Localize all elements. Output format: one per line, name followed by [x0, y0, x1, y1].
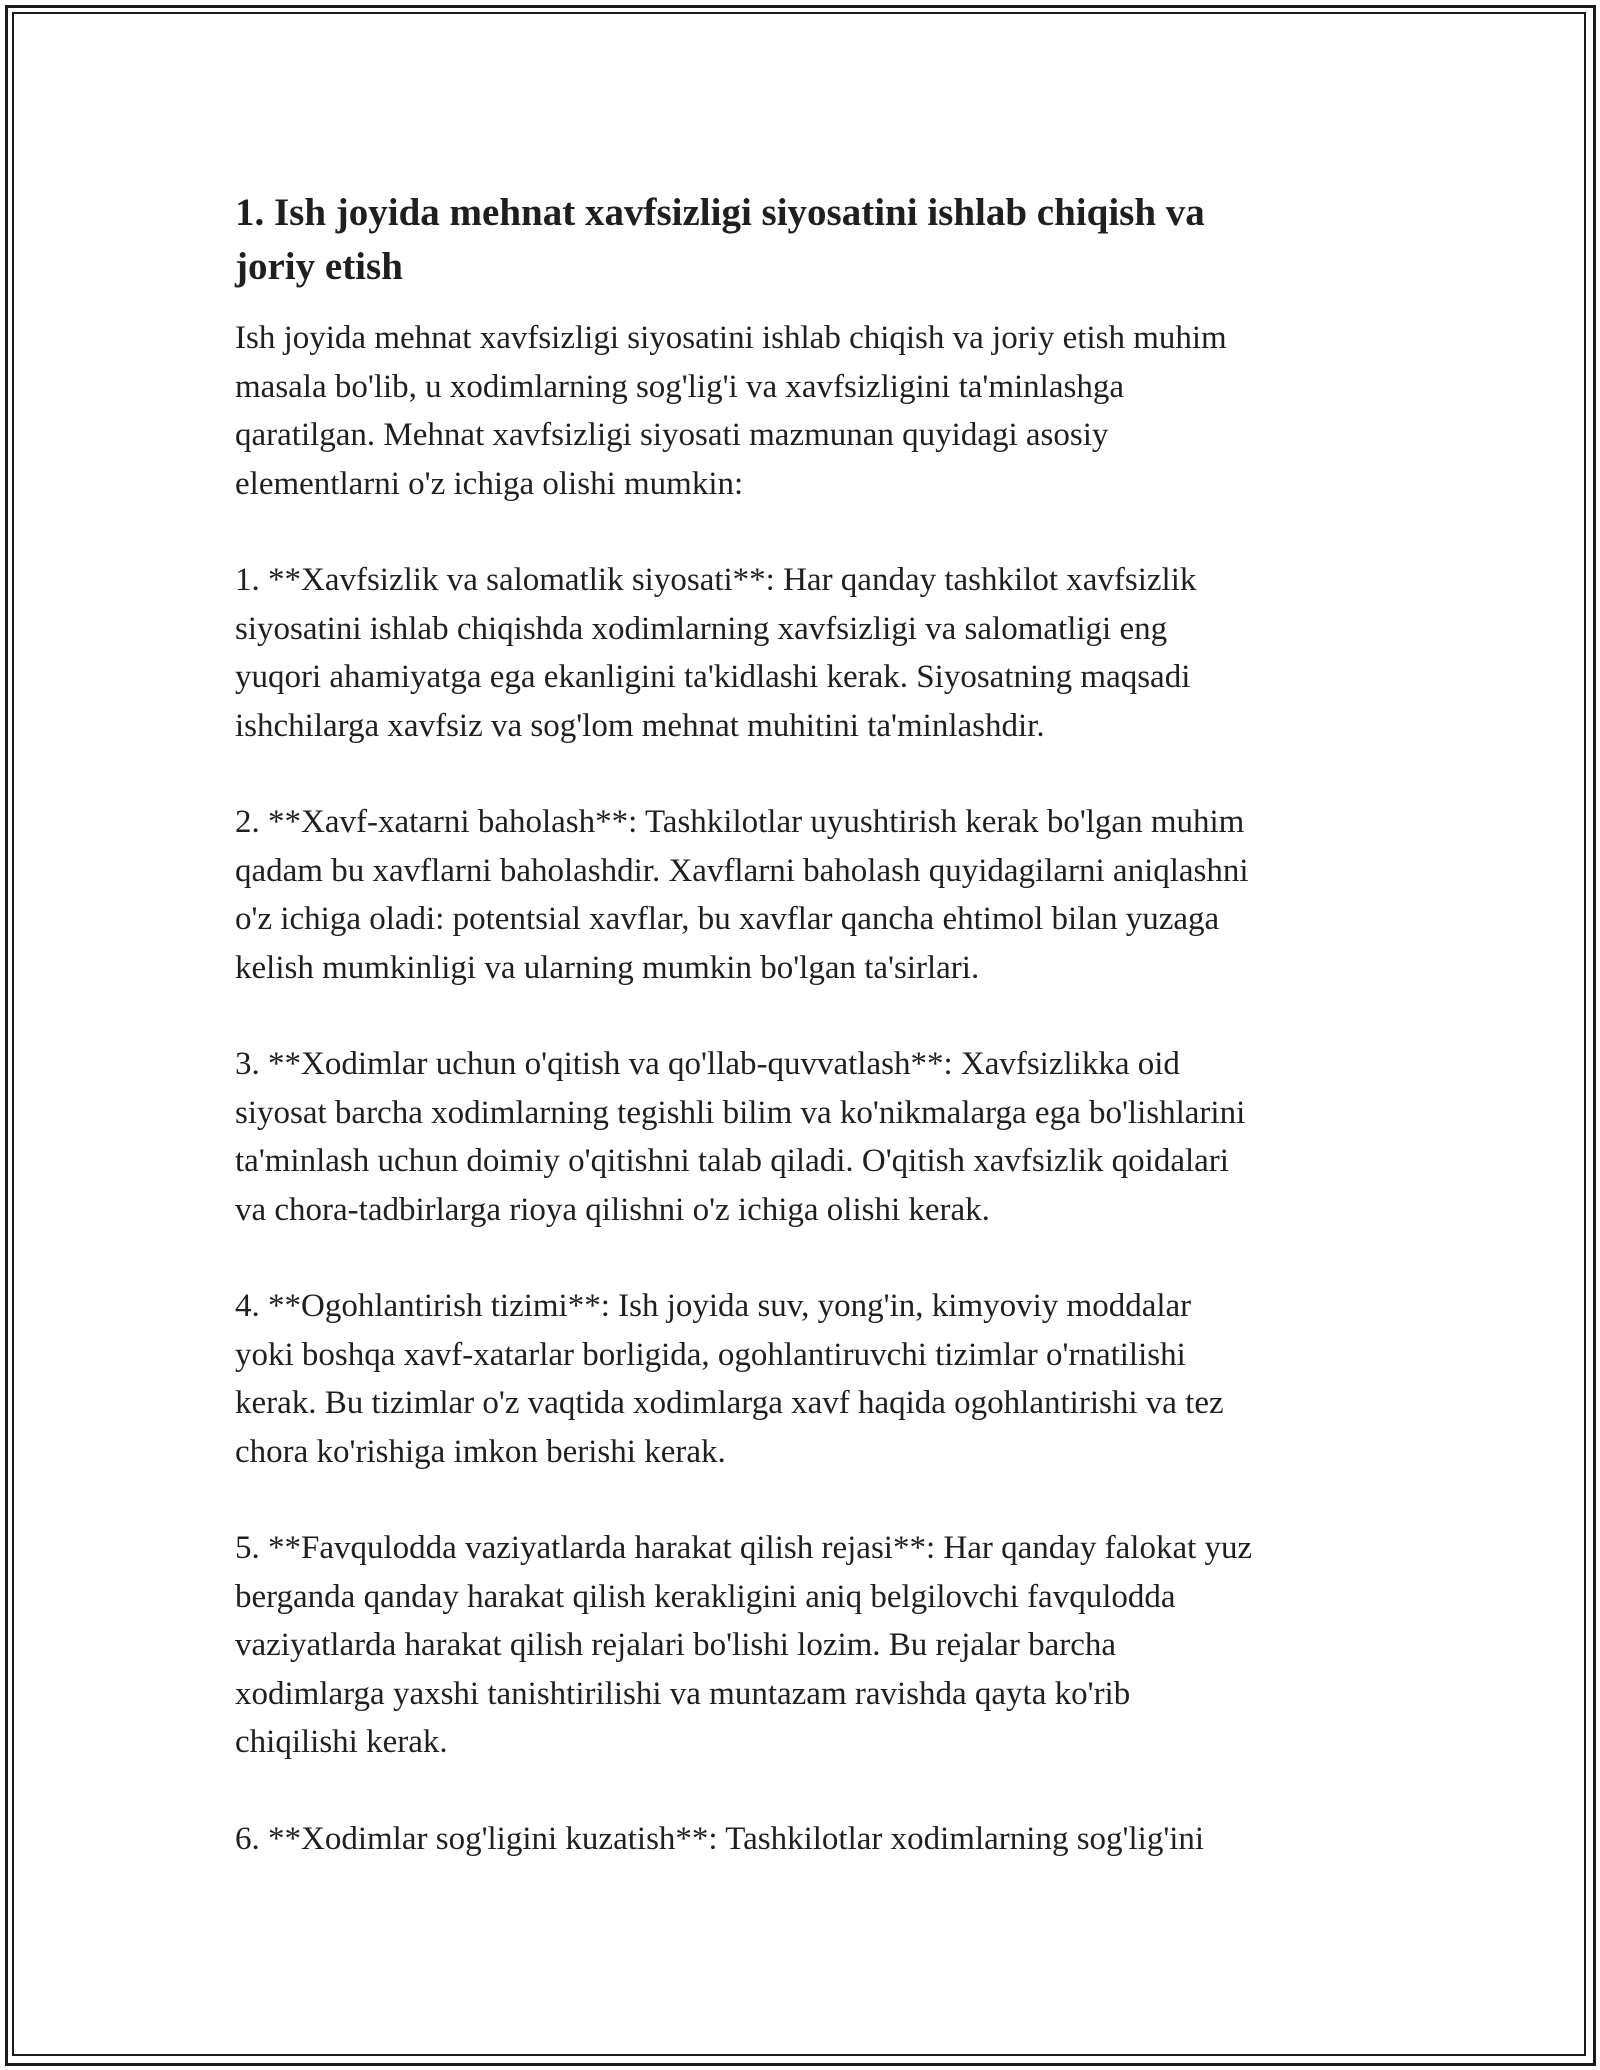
list-item-emergency-plan: 5. **Favqulodda vaziyatlarda harakat qilish rejasi**: Har qanday falokat yuz berganda qanday harakat qilish kerakligini aniq belgilovchi favqulodda vaziyatlarda harakat qilish rejalari bo'lishi lozim. Bu rejalar barcha xodimlarga yaxshi tanishtirilishi va muntazam ravishda qayta ko'rib chiqilishi kerak.	[235, 1530, 1253, 1760]
list-item-safety-policy: 1. **Xavfsizlik va salomatlik siyosati**: Har qanday tashkilot xavfsizlik siyosatini ishlab chiqishda xodimlarning xavfsizligi va salomatligi eng yuqori ahamiyatga ega ekanligini ta'kidlashi kerak. Siyosatning maqsadi ishchilarga xavfsiz va sog'lom mehnat muhitini ta'minlashdir.	[235, 562, 1197, 744]
list-item-warning-system: 4. **Ogohlantirish tizimi**: Ish joyida suv, yong'in, kimyoviy moddalar yoki boshqa xavf-xatarlar borligida, ogohlantiruvchi tizimlar o'rnatilishi kerak. Bu tizimlar o'z vaqtida xodimlarga xavf haqida ogohlantirishi va tez chora ko'rishiga imkon berishi kerak.	[235, 1288, 1224, 1470]
intro-paragraph: Ish joyida mehnat xavfsizligi siyosatini ishlab chiqish va joriy etish muhim masala bo'lib, u xodimlarning sog'lig'i va xavfsizligini ta'minlashga qaratilgan. Mehnat xavfsizligi siyosati mazmunan quyidagi asosiy elementlarni o'z ichiga olishi mumkin:	[235, 320, 1227, 502]
section-heading: 1. Ish joyida mehnat xavfsizligi siyosatini ishlab chiqish va joriy etish	[235, 191, 1205, 288]
document-body	[235, 186, 1375, 1863]
list-item-training: 3. **Xodimlar uchun o'qitish va qo'llab-quvvatlash**: Xavfsizlikka oid siyosat barcha xodimlarning tegishli bilim va ko'nikmalarga ega bo'lishlarini ta'minlash uchun doimiy o'qitishni talab qiladi. O'qitish xavfsizlik qoidalari va chora-tadbirlarga rioya qilishni o'z ichiga olishi kerak.	[235, 1046, 1246, 1228]
list-item-health-monitoring: 6. **Xodimlar sog'ligini kuzatish**: Tashkilotlar xodimlarning sog'lig'ini	[235, 1820, 1205, 1857]
list-item-risk-assessment: 2. **Xavf-xatarni baholash**: Tashkilotlar uyushtirish kerak bo'lgan muhim qadam bu xavflarni baholashdir. Xavflarni baholash quyidagilarni aniqlashni o'z ichiga oladi: potentsial xavflar, bu xavflar qancha ehtimol bilan yuzaga kelish mumkinligi va ularning mumkin bo'lgan ta'sirlari.	[235, 804, 1249, 986]
